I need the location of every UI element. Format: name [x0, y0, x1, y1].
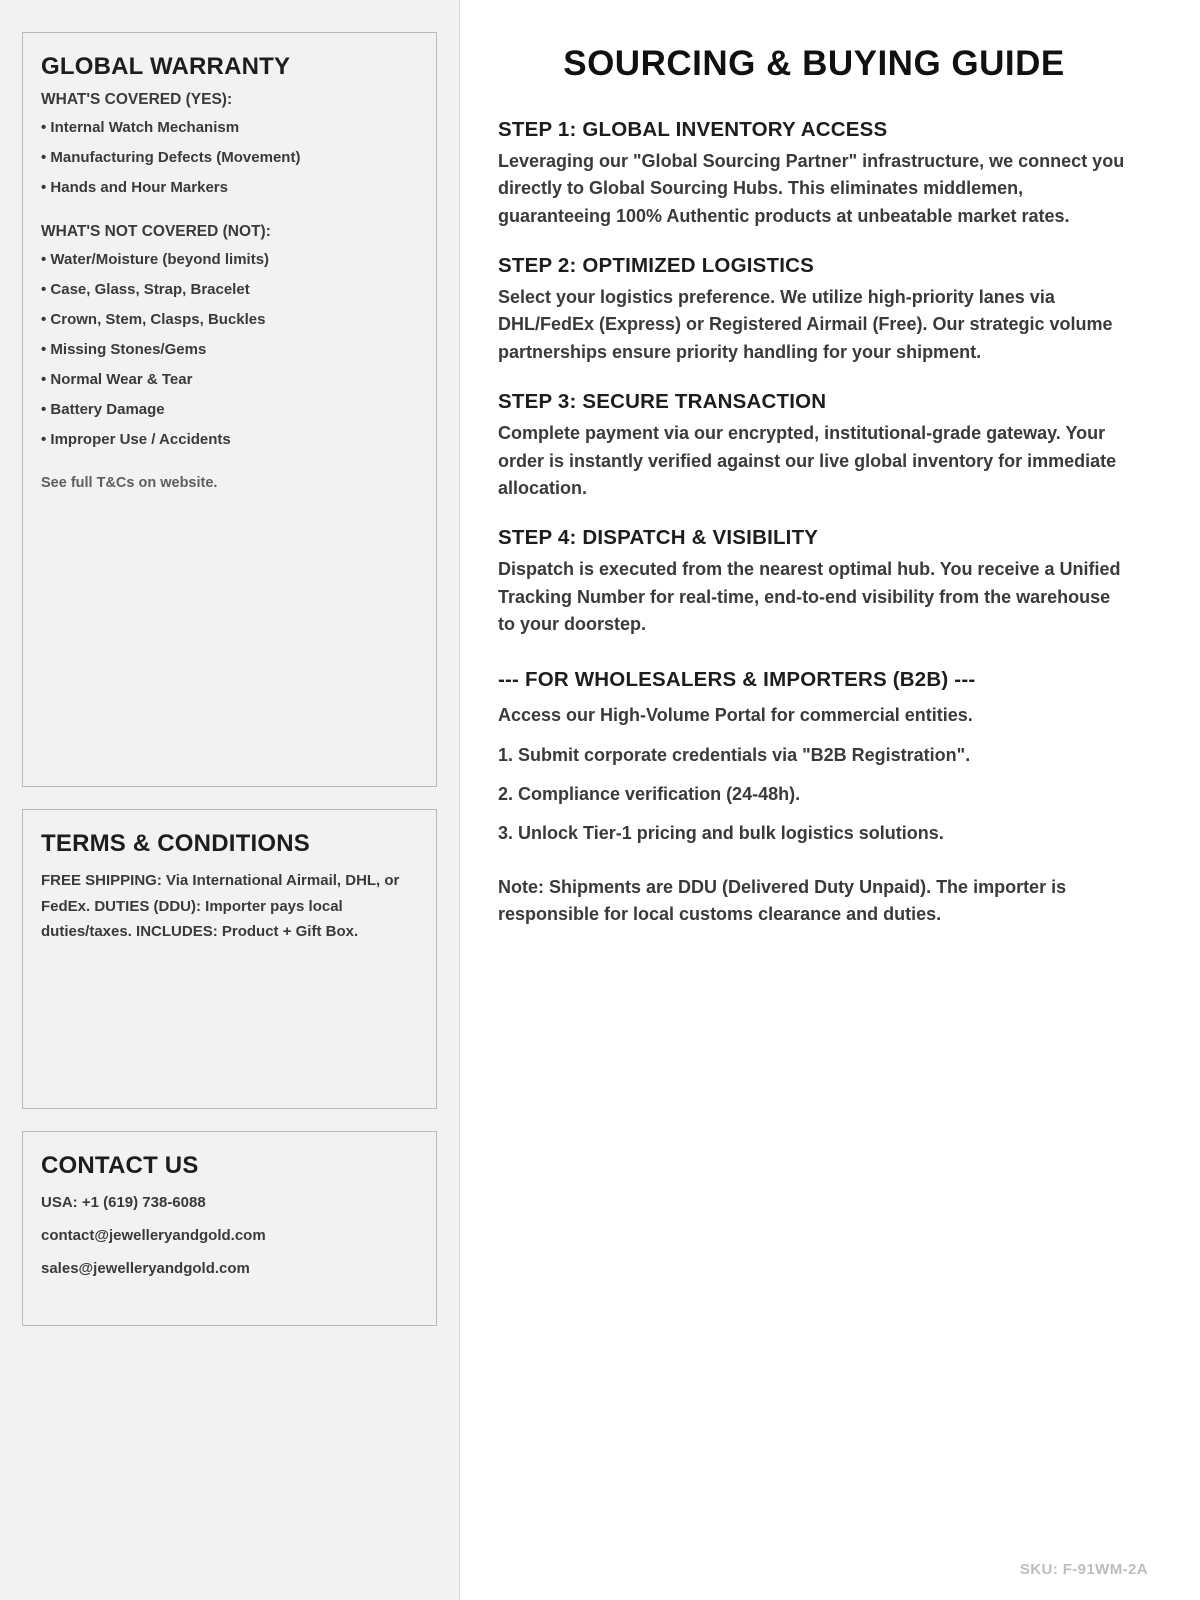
step-1 — [498, 118, 1130, 230]
list-item: • Improper Use / Accidents — [41, 431, 231, 448]
step-title: STEP 3: SECURE TRANSACTION — [498, 390, 827, 414]
terms-title: TERMS & CONDITIONS — [41, 830, 310, 857]
step-body: Dispatch is executed from the nearest optimal hub. You receive a Unified Tracking Number for real-time, end-to-end visibility from the warehouse to your doorstep. — [498, 559, 1121, 634]
left-sidebar — [0, 0, 460, 1600]
b2b-step-3: 3. Unlock Tier-1 pricing and bulk logistics solutions. — [498, 823, 944, 844]
b2b-step-1: 1. Submit corporate credentials via "B2B Registration". — [498, 744, 971, 765]
b2b-intro: Access our High-Volume Portal for commercial entities. — [498, 705, 973, 726]
list-item: • Missing Stones/Gems — [41, 341, 207, 358]
contact-email-primary: contact@jewelleryandgold.com — [41, 1227, 266, 1244]
warranty-covered-heading: WHAT'S COVERED (YES): — [41, 91, 233, 108]
b2b-heading: --- FOR WHOLESALERS & IMPORTERS (B2B) --- — [498, 668, 976, 692]
list-item: • Crown, Stem, Clasps, Buckles — [41, 311, 266, 328]
sku-label: SKU: F-91WM-2A — [1019, 1561, 1148, 1578]
step-body: Select your logistics preference. We utilize high-priority lanes via DHL/FedEx (Express) or Registered Airmail (Free). Our strategic volume partnerships ensure priority handling for your shipment. — [498, 287, 1113, 362]
list-item: • Internal Watch Mechanism — [41, 119, 240, 136]
list-item: • Manufacturing Defects (Movement) — [41, 149, 301, 166]
page-title: SOURCING & BUYING GUIDE — [563, 44, 1065, 83]
b2b-step-2: 2. Compliance verification (24-48h). — [498, 784, 801, 805]
step-title: STEP 1: GLOBAL INVENTORY ACCESS — [498, 118, 888, 141]
contact-phone: USA: +1 (619) 738-6088 — [41, 1194, 206, 1211]
step-title: STEP 4: DISPATCH & VISIBILITY — [498, 526, 819, 550]
list-item: • Battery Damage — [41, 401, 165, 418]
step-2 — [498, 254, 1130, 366]
warranty-title: GLOBAL WARRANTY — [41, 53, 291, 80]
warranty-footnote: See full T&Cs on website. — [41, 475, 218, 491]
list-item: • Normal Wear & Tear — [41, 371, 193, 388]
list-item: • Hands and Hour Markers — [41, 179, 228, 196]
terms-panel — [22, 809, 437, 1109]
contact-email-sales: sales@jewelleryandgold.com — [41, 1260, 250, 1277]
list-item: • Case, Glass, Strap, Bracelet — [41, 281, 250, 298]
list-item: • Water/Moisture (beyond limits) — [41, 251, 270, 268]
step-body: Leveraging our "Global Sourcing Partner" infrastructure, we connect you directly to Global Sourcing Hubs. This eliminates middlemen, guaranteeing 100% Authentic products at unbeatable market rates. — [498, 151, 1125, 226]
step-body: Complete payment via our encrypted, institutional-grade gateway. Your order is instantly verified against our live global inventory for immediate allocation. — [498, 423, 1117, 498]
step-title: STEP 2: OPTIMIZED LOGISTICS — [498, 254, 814, 278]
step-4 — [498, 526, 1130, 638]
terms-body: FREE SHIPPING: Via International Airmail, DHL, or FedEx. DUTIES (DDU): Importer pays local duties/taxes. INCLUDES: Product + Gift Box. — [41, 872, 400, 940]
warranty-not-covered-heading: WHAT'S NOT COVERED (NOT): — [41, 223, 271, 240]
step-3 — [498, 390, 1130, 502]
contact-title: CONTACT US — [41, 1152, 199, 1179]
main-content — [460, 0, 1200, 1600]
contact-panel — [22, 1131, 437, 1326]
warranty-panel — [22, 32, 437, 787]
b2b-note: Note: Shipments are DDU (Delivered Duty Unpaid). The importer is responsible for local customs clearance and duties. — [498, 876, 1067, 925]
